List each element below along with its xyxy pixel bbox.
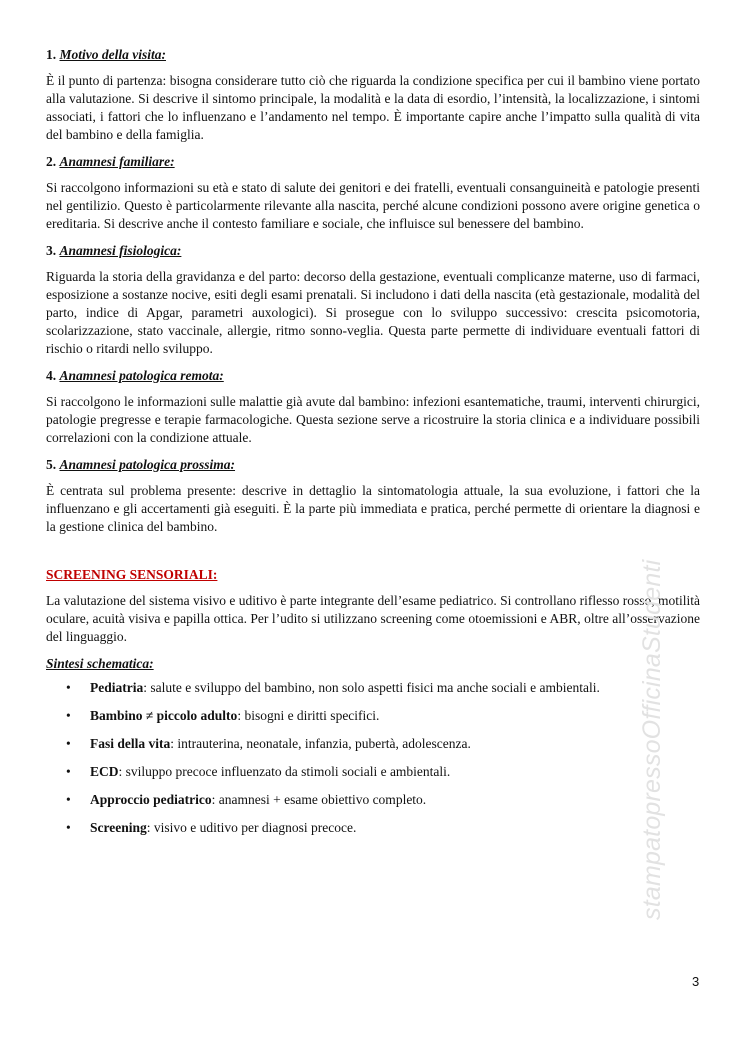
screening-heading: SCREENING SENSORIALI: xyxy=(46,567,218,582)
section-anamnesi-remota xyxy=(46,367,700,447)
watermark: stampatopressoOfficinaStudenti xyxy=(638,559,666,920)
list-item: • Bambino ≠ piccolo adulto: bisogni e diritti specifici. xyxy=(66,708,380,723)
section-heading: 3. Anamnesi fisiologica: xyxy=(46,243,182,258)
section-anamnesi-fisiologica xyxy=(46,242,700,358)
bullet-icon: • xyxy=(66,820,71,835)
list-item: • Screening: visivo e uditivo per diagnosi precoce. xyxy=(66,820,357,835)
screening-body: La valutazione del sistema visivo e uditivo è parte integrante dell’esame pediatrico. Si controllano riflesso rosso, motilità oculare, acuità visiva e papilla ottica. Per l’udito si utilizzano screening come otoemissioni e ABR, oltre all’osservazione del linguaggio. xyxy=(46,593,700,644)
list-item: • Fasi della vita: intrauterina, neonatale, infanzia, pubertà, adolescenza. xyxy=(66,736,471,751)
section-motivo xyxy=(46,46,700,144)
list-item: • Pediatria: salute e sviluppo del bambino, non solo aspetti fisici ma anche sociali e ambientali. xyxy=(66,680,600,695)
section-anamnesi-familiare xyxy=(46,153,700,233)
bullet-icon: • xyxy=(66,764,71,779)
bullet-icon: • xyxy=(66,680,71,695)
bullet-icon: • xyxy=(66,708,71,723)
section-heading: 2. Anamnesi familiare: xyxy=(46,154,175,169)
list-item: • Approccio pediatrico: anamnesi + esame obiettivo completo. xyxy=(66,792,427,807)
section-body: Si raccolgono le informazioni sulle malattie già avute dal bambino: infezioni esantematiche, traumi, interventi chirurgici, patologie pregresse e terapie farmacologiche. Questa sezione serve a ricostruire la storia clinica e a individuare possibili correlazioni con la condizione attuale. xyxy=(46,394,700,445)
page-content xyxy=(46,46,700,847)
sintesi-heading: Sintesi schematica: xyxy=(46,656,154,671)
section-body: Si raccolgono informazioni su età e stato di salute dei genitori e dei fratelli, eventuali consanguineità e patologie presenti nel gentilizio. Questo è particolarmente rilevante alla nascita, perché alcune condizioni possono avere origine genetica o ereditaria. Si descrive anche il contesto familiare e sociale, che influisce sul benessere del bambino. xyxy=(46,180,700,231)
section-heading: 4. Anamnesi patologica remota: xyxy=(46,368,224,383)
bullet-icon: • xyxy=(66,736,71,751)
section-anamnesi-prossima xyxy=(46,456,700,536)
page-number: 3 xyxy=(692,974,700,989)
section-body: È centrata sul problema presente: descrive in dettaglio la sintomatologia attuale, la sua evoluzione, i fattori che la influenzano e gli accertamenti già eseguiti. È la parte più immediata e pratica, perché permette di orientare la diagnosi e la gestione clinica del bambino. xyxy=(46,483,700,534)
list-item: • ECD: sviluppo precoce influenzato da stimoli sociali e ambientali. xyxy=(66,764,451,779)
bullet-icon: • xyxy=(66,792,71,807)
section-heading: 1. Motivo della visita: xyxy=(46,47,166,62)
section-body: È il punto di partenza: bisogna considerare tutto ciò che riguarda la condizione specifica per cui il bambino viene portato alla valutazione. Si descrive il sintomo principale, la modalità e la data di esordio, l’intensità, la localizzazione, i sintomi associati, i fattori che lo influenzano e l’andamento nel tempo. È importante capire anche l’impatto sulla qualità di vita del bambino e della famiglia. xyxy=(46,73,700,142)
section-body: Riguarda la storia della gravidanza e del parto: decorso della gestazione, eventuali complicanze materne, uso di farmaci, esposizione a sostanze nocive, esiti degli esami prenatali. Si includono i dati della nascita (età gestazionale, modalità del parto, indice di Apgar, parametri auxologici). Si prosegue con lo sviluppo successivo: crescita psicomotoria, scolarizzazione, stato vaccinale, allergie, ritmo sonno-veglia. Questa parte permette di individuare eventuali fattori di rischio o ritardi nello sviluppo. xyxy=(46,269,700,356)
section-heading: 5. Anamnesi patologica prossima: xyxy=(46,457,236,472)
sintesi-list xyxy=(46,679,700,837)
